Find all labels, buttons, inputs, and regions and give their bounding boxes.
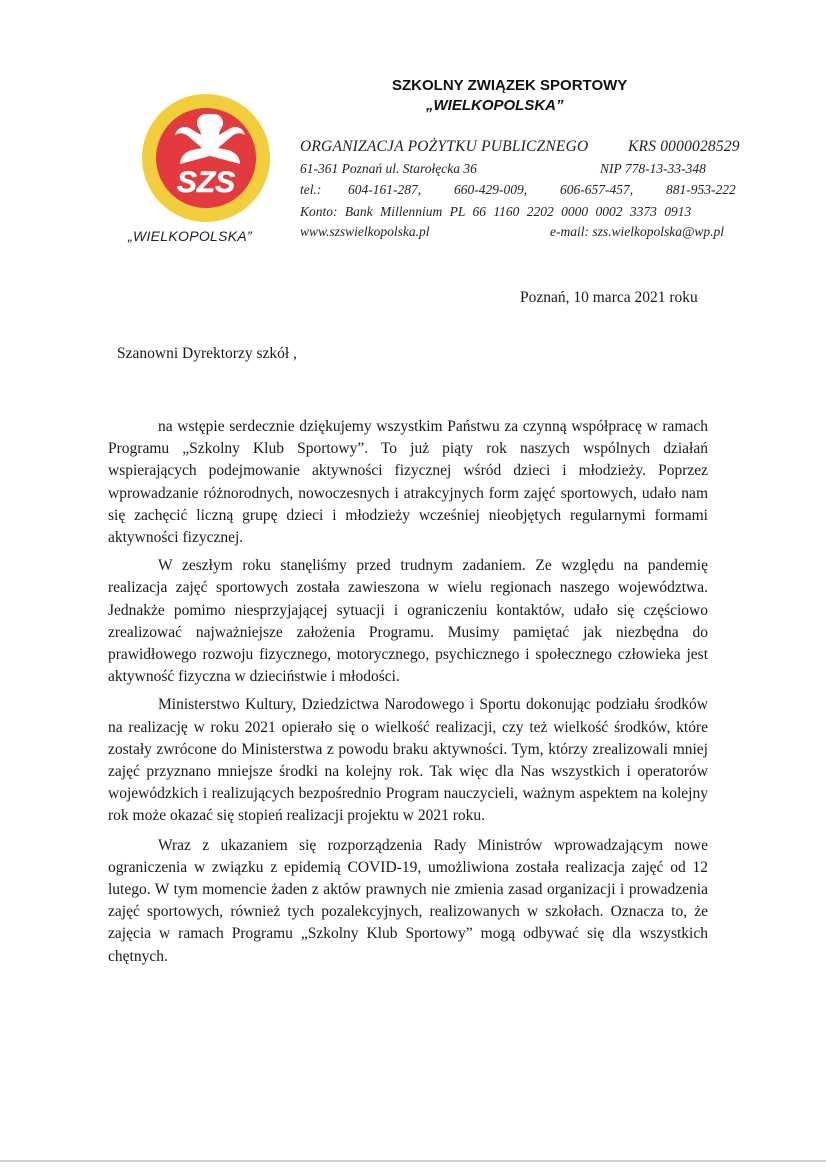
paragraph-3: Ministerstwo Kultury, Dziedzictwa Narodowego i Sportu dokonując podziału środków na realizację w roku 2021 opierało się o wielkość realizacji, czy też wielkość środków, które zostały zwrócone do Ministerstwa z powodu braku aktywności. Tym, którzy zrealizowali mniej zajęć przyznano mniejsze środki na kolejny rok. Tak więc dla Nas wszystkich i operatorów wojewódzkich i realizujących bezpośrednio Program nauczycieli, ważnym aspektem na kolejny rok może okazać się stopień realizacji projektu w 2021 roku.	[108, 696, 708, 825]
opp-line	[300, 138, 740, 156]
paragraph-1: na wstępie serdecznie dziękujemy wszystkim Państwu za czynną współpracę w ramach Programu „Szkolny Klub Sportowy”. To już piąty rok naszych wspólnych działań wspierających podejmowanie aktywności fizycznej wśród dzieci i młodzieży. Poprzez wprowadzanie różnorodnych, nowoczesnych i atrakcyjnych form zajęć sportowych, udało nam się zachęcić liczną grupę dzieci i młodzieży wcześniej nieobjętych regularnymi formami aktywności fizycznej.	[108, 418, 708, 547]
address-line	[300, 161, 706, 177]
org-name-line1: SZKOLNY ZWIĄZEK SPORTOWY	[392, 77, 628, 94]
phone-1: 604-161-287,	[348, 182, 422, 197]
salutation: Szanowni Dyrektorzy szkół ,	[117, 345, 297, 362]
scan-edge	[0, 1160, 826, 1162]
organization-title	[392, 76, 642, 116]
phone-2: 660-429-009,	[454, 182, 528, 197]
bank-account: Konto: Bank Millennium PL 66 1160 2202 0000 0002 3373 0913	[300, 204, 692, 219]
tel-label: tel.:	[300, 182, 322, 197]
nip-number: NIP 778-13-33-348	[600, 161, 706, 176]
logo-caption: „WIELKOPOLSKA”	[128, 228, 253, 244]
phone-3: 606-657-457,	[560, 182, 634, 197]
contact-line	[300, 224, 725, 240]
org-name-line2: „WIELKOPOLSKA”	[426, 97, 564, 114]
krs-number: KRS 0000028529	[628, 138, 740, 155]
letter-date: Poznań, 10 marca 2021 roku	[520, 289, 698, 306]
logo-text: SZS	[176, 166, 236, 199]
opp-label: ORGANIZACJA POŻYTKU PUBLICZNEGO	[300, 138, 589, 155]
website: www.szswielkopolska.pl	[300, 224, 430, 239]
phone-4: 881-953-222	[666, 182, 736, 197]
address: 61-361 Poznań ul. Starołęcka 36	[300, 161, 477, 176]
paragraph-4: Wraz z ukazaniem się rozporządzenia Rady Ministrów wprowadzającym nowe ograniczenia w związku z epidemią COVID-19, umożliwiona została realizacja zajęć od 12 lutego. W tym momencie żaden z aktów prawnych nie zmienia zasad organizacji i prowadzenia zajęć sportowych, również tych pozalekcyjnych, realizowanych w szkołach. Oznacza to, że zajęcia w ramach Programu „Szkolny Klub Sportowy” mogą odbywać się dla wszystkich chętnych.	[108, 836, 708, 965]
paragraph-2: W zeszłym roku stanęliśmy przed trudnym zadaniem. Ze względu na pandemię realizacja zajęć sportowych została zawieszona w wielu regionach naszego województwa. Jednakże pomimo niesprzyjającej sytuacji i ograniczeniu kontaktów, udało się częściowo zrealizować najważniejsze założenia Programu. Musimy pamiętać jak niezbędna do prawidłowego rozwoju fizycznego, motorycznego, psychicznego i społecznego człowieka jest aktywność fizyczna w dzieciństwie i młodości.	[108, 557, 708, 686]
letter-body	[108, 416, 708, 974]
szs-logo	[140, 92, 272, 224]
email: e-mail: szs.wielkopolska@wp.pl	[550, 224, 725, 239]
